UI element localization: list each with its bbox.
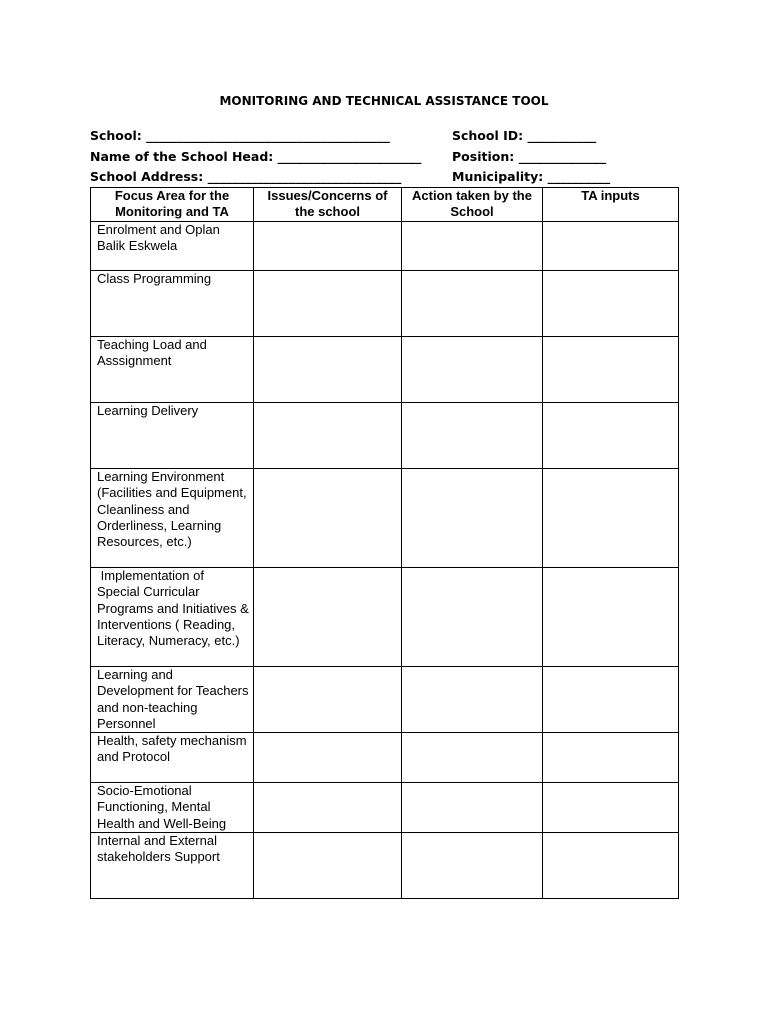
action-cell — [402, 271, 543, 337]
ta-inputs-cell — [543, 783, 679, 833]
action-cell — [402, 667, 543, 733]
issues-cell — [254, 337, 402, 403]
focus-area-cell: Health, safety mechanism and Protocol — [91, 733, 254, 783]
table-row — [91, 469, 679, 568]
issues-cell — [254, 271, 402, 337]
action-cell — [402, 833, 543, 899]
municipality-field: Municipality: __________ — [452, 169, 611, 184]
table-row — [91, 667, 679, 733]
issues-cell — [254, 568, 402, 667]
action-cell — [402, 222, 543, 271]
school-id-field: School ID: ___________ — [452, 128, 597, 143]
ta-inputs-cell — [543, 667, 679, 733]
issues-cell — [254, 469, 402, 568]
header-issues: Issues/Concerns of the school — [254, 188, 402, 222]
focus-area-cell: Enrolment and Oplan Balik Eskwela — [91, 222, 254, 271]
ta-inputs-cell — [543, 271, 679, 337]
document-title: MONITORING AND TECHNICAL ASSISTANCE TOOL — [219, 94, 549, 108]
header-action: Action taken by the School — [402, 188, 543, 222]
position-field: Position: ______________ — [452, 149, 607, 164]
table-row — [91, 271, 679, 337]
ta-inputs-cell — [543, 403, 679, 469]
school-field: School: _______________________________________ — [90, 128, 390, 143]
table-row — [91, 783, 679, 833]
issues-cell — [254, 403, 402, 469]
table-row — [91, 403, 679, 469]
focus-area-cell: Implementation of Special Curricular Programs and Initiatives & Interventions ( Reading, Literacy, Numeracy, etc.) — [91, 568, 254, 667]
table-row — [91, 833, 679, 899]
issues-cell — [254, 222, 402, 271]
school-head-field: Name of the School Head: _______________________ — [90, 149, 422, 164]
action-cell — [402, 469, 543, 568]
header-focus-area: Focus Area for the Monitoring and TA — [91, 188, 254, 222]
ta-inputs-cell — [543, 469, 679, 568]
focus-area-cell: Learning Delivery — [91, 403, 254, 469]
action-cell — [402, 783, 543, 833]
focus-area-cell: Socio-Emotional Functioning, Mental Health and Well-Being — [91, 783, 254, 833]
action-cell — [402, 568, 543, 667]
ta-inputs-cell — [543, 222, 679, 271]
issues-cell — [254, 733, 402, 783]
focus-area-cell: Learning and Development for Teachers and non-teaching Personnel — [91, 667, 254, 733]
ta-inputs-cell — [543, 568, 679, 667]
table-row — [91, 568, 679, 667]
focus-area-cell: Internal and External stakeholders Support — [91, 833, 254, 899]
school-address-field: School Address: _______________________________ — [90, 169, 402, 184]
focus-area-cell: Learning Environment (Facilities and Equipment, Cleanliness and Orderliness, Learning Resources, etc.) — [91, 469, 254, 568]
table-header-row — [91, 188, 679, 222]
monitoring-table — [90, 187, 679, 899]
focus-area-cell: Teaching Load and Asssignment — [91, 337, 254, 403]
table-row — [91, 222, 679, 271]
table-row — [91, 337, 679, 403]
table-row — [91, 733, 679, 783]
action-cell — [402, 337, 543, 403]
ta-inputs-cell — [543, 337, 679, 403]
ta-inputs-cell — [543, 833, 679, 899]
focus-area-cell: Class Programming — [91, 271, 254, 337]
ta-inputs-cell — [543, 733, 679, 783]
header-ta-inputs: TA inputs — [543, 188, 679, 222]
issues-cell — [254, 667, 402, 733]
action-cell — [402, 403, 543, 469]
issues-cell — [254, 833, 402, 899]
action-cell — [402, 733, 543, 783]
issues-cell — [254, 783, 402, 833]
